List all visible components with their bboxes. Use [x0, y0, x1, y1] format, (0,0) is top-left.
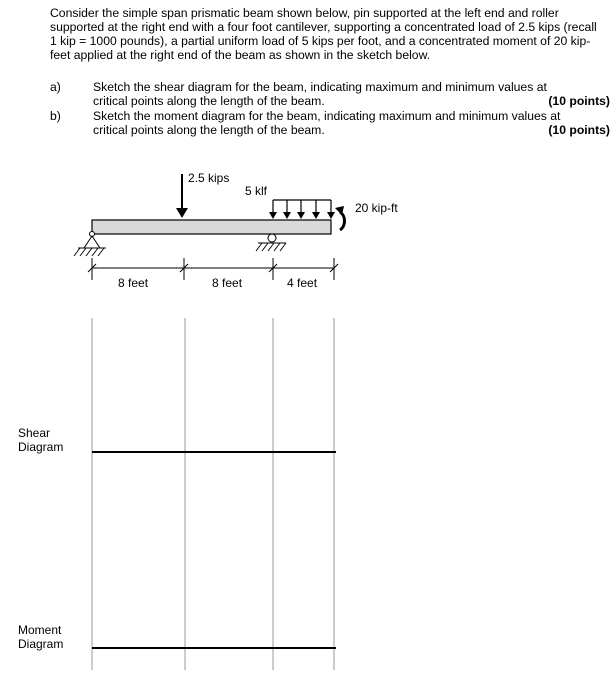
dimension-label-1: 8 feet [118, 276, 149, 290]
distributed-load [245, 184, 335, 219]
diagram-gridlines [92, 318, 334, 670]
question-b-text: Sketch the moment diagram for the beam, indicating maximum and minimum values at critical points along the length of the beam. [93, 109, 561, 137]
question-b-label: b) [50, 109, 61, 123]
question-a-label: a) [50, 80, 61, 94]
distributed-load-label: 5 klf [245, 184, 268, 198]
problem-intro: Consider the simple span prismatic beam shown below, pin supported at the left end and roller supported at the right end with a four foot cantilever, supporting a concentrated load of 2.5 kips (recall 1 kip = 1000 pounds), a partial uniform load of 5 kips per foot, and a concentrated moment of 20 kip-feet applied at the right end of the beam as shown in the sketch below. [50, 6, 597, 62]
point-load-label: 2.5 kips [188, 171, 230, 185]
shear-diagram-label: Shear Diagram [18, 426, 64, 454]
question-a-points: (10 points) [548, 94, 610, 108]
beam [92, 220, 331, 234]
pin-support-icon [74, 232, 106, 257]
question-a-text: Sketch the shear diagram for the beam, indicating maximum and minimum values at critical points along the length of the beam. [93, 80, 547, 108]
moment-label: 20 kip-ft [355, 201, 398, 215]
point-load [176, 171, 229, 218]
moment-diagram-label: Moment Diagram [18, 623, 64, 651]
question-b-points: (10 points) [548, 123, 610, 137]
dimension-label-3: 4 feet [287, 276, 318, 290]
moment-arrow-icon [335, 201, 398, 230]
dimension-label-2: 8 feet [212, 276, 243, 290]
roller-support-icon [256, 234, 286, 251]
